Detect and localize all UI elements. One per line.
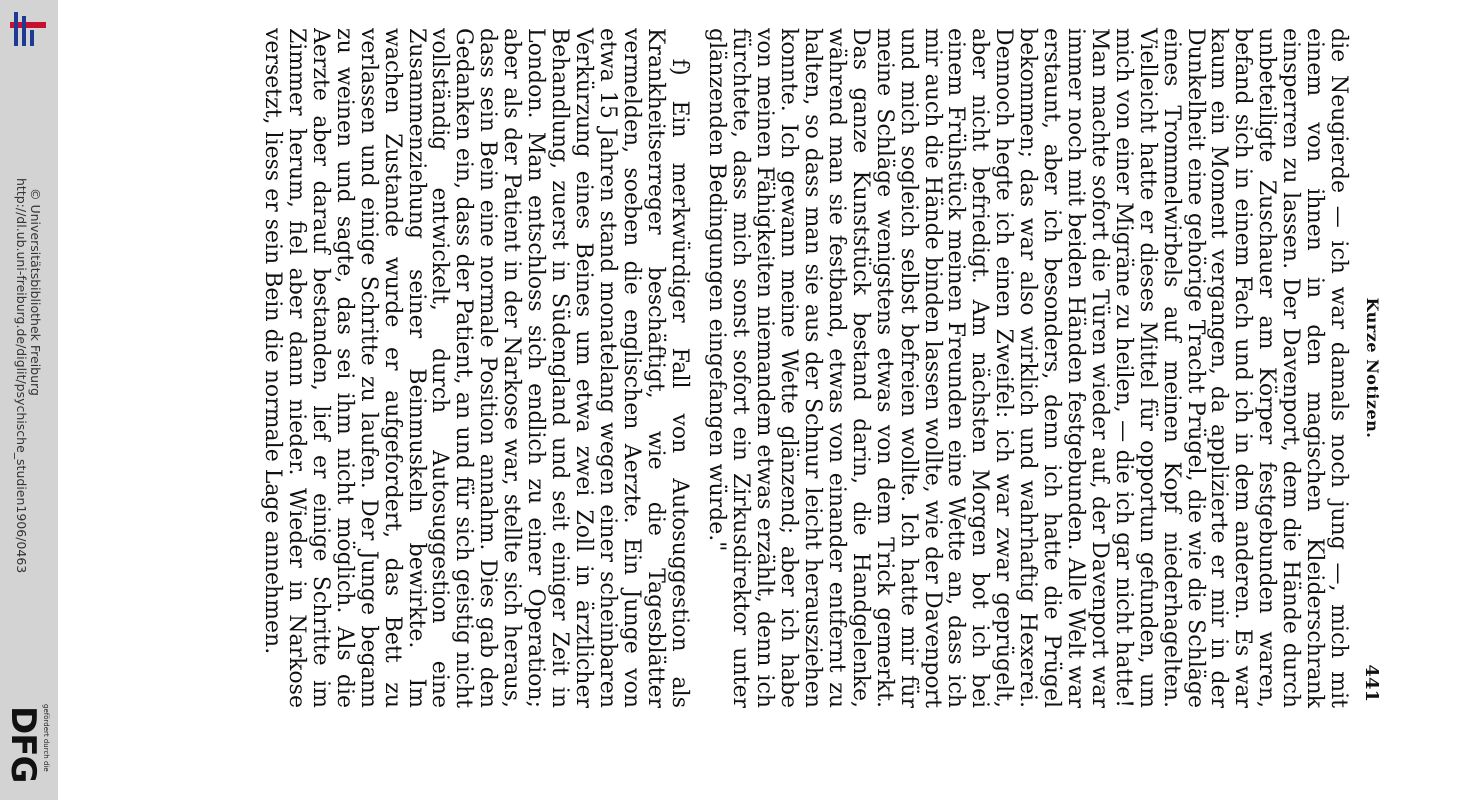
- running-title: Kurze Notizen.: [1363, 297, 1382, 439]
- dfg-logo-text: DFG: [3, 706, 43, 783]
- source-url[interactable]: http://dl.ub.uni-freiburg.de/diglit/psychische_studien1906/0463: [14, 178, 29, 574]
- funder-small-text: gefördert durch die: [42, 704, 50, 772]
- viewer-sidebar: [0, 0, 58, 800]
- copyright-notice: © Universitätsbibliothek Freiburg: [28, 188, 43, 396]
- page-number: 441: [1361, 664, 1382, 702]
- page-header: [1352, 28, 1382, 708]
- body-text: [260, 28, 1350, 708]
- paragraph: f) Ein merkwürdiger Fall von Autosuggestion als Krankheitserreger beschäftigt, wie die Tagesblätter vermelden, soeben die englischen Aerzte. Ein Junge von etwa 15 Jahren stand monatelang wegen einer scheinbaren Verkürzung eines Beines um etwa zwei Zoll in ärztlicher Behandlung, zuerst in Südengland und seit einiger Zeit in London. Man entschloss sich endlich zu einer Operation; aber als der Patient in der Narkose war, stellte sich heraus, dass sein Bein eine normale Position annahm. Dies gab den Gedanken ein, dass der Patient, an und für sich geistig nicht vollständig entwickelt, durch Autosuggestion eine Zusammenziehung seiner Beinmuskeln bewirkte. Im wachen Zustande wurde er aufgefordert, das Bett zu verlassen und einige Schritte zu laufen. Der Junge begann zu weinen und sagte, das sei ihm nicht möglich. Als die Aerzte aber darauf bestanden, lief er einige Schritte im Zimmer herum, fiel aber dann nieder. Wieder in Narkose versetzt, liess er sein Bein die normale Lage annehmen.: [260, 28, 692, 708]
- ub-freiburg-logo-icon: [6, 8, 50, 50]
- paragraph: die Neugierde — ich war damals noch jung —, mich mit einem von ihnen in den magischen Kleiderschrank einsperren zu lassen. Der Davenport, dem die Hände durch unbeteiligte Zuschauer am Körper festgebunden waren, befand sich in einem Fach und ich in dem anderen. Es war kaum ein Moment vergangen, da applizierte er mir in der Dunkelheit eine gehörige Tracht Prügel, die wie die Schläge eines Trommelwirbels auf meinen Kopf niederhagelten. Vielleicht hatte er dieses Mittel für opportun gefunden, um mich von einer Migräne zu heilen, — die ich gar nicht hatte! Man machte sofort die Türen wieder auf, der Davenport war immer noch mit beiden Händen festgebunden. Alle Welt war erstaunt, aber ich besonders, denn ich hatte die Prügel bekommen; das war also wirklich und wahrhaftig Hexerei. Dennoch hegte ich einen Zweifel: ich war zwar geprügelt, aber nicht befriedigt. Am nächsten Morgen bot ich bei einem Frühstück meinen Freunden eine Wette an, dass ich mir auch die Hände binden lassen wollte, wie der Davenport und mich sogleich selbst befreien wollte. Ich hatte mir für meine Schläge wenigstens etwas von dem Trick gemerkt. Das ganze Kunststück bestand darin, die Handgelenke, während man sie festband, etwas von einander entfernt zu halten, so dass man sie aus der Schnur leicht herausziehen konnte. Ich gewann meine Wette glänzend; aber ich habe von meinen Fähigkeiten niemandem etwas erzählt, denn ich fürchtete, dass mich sonst sofort ein Zirkusdirektor unter glänzenden Bedingungen eingefangen würde.": [704, 28, 1351, 708]
- page-content: [192, 28, 1382, 708]
